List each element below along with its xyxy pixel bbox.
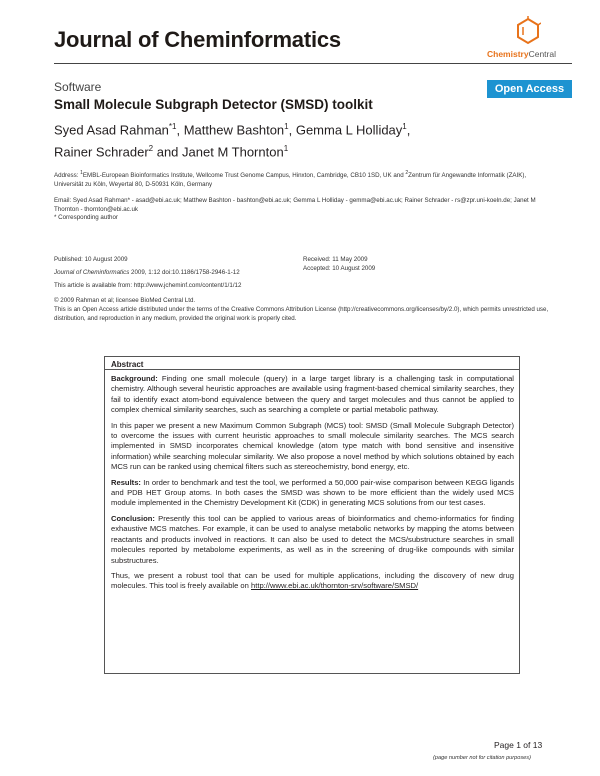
chemistry-central-logo [487, 16, 571, 64]
author-affiliation: 1 [402, 122, 407, 131]
logo-chemistry: Chemistry [487, 49, 529, 59]
section-label: Results: [111, 477, 141, 487]
author-separator: , [176, 122, 184, 138]
abstract-box [104, 356, 520, 674]
copyright: © 2009 Rahman et al; licensee BioMed Central Ltd. [54, 297, 196, 304]
section-text: Thus, we present a robust tool that can be used for multiple applications, including the discovery of new drug molecules. This tool is freely available on [111, 570, 514, 591]
author-list [54, 117, 524, 162]
author-name: Matthew Bashton [183, 122, 285, 138]
address-label: Address: [54, 172, 81, 180]
citation-details: 2009, 1:12 doi:10.1186/1758-2946-1-12 [129, 269, 240, 276]
section-text: In order to benchmark and test the tool, we performed a 50,000 pair-wise comparison between KEGG ligands and PDB HET Group atoms. In both cases the SMSD was shown to be more efficient than the widely used MCS module implemented in the Chemistry Development Kit (CDK) in generating MCS solutions from our test cases. [111, 477, 514, 508]
author-affiliation: 2 [148, 144, 154, 154]
section-label: Conclusion: [111, 513, 155, 523]
abstract-conclusion [111, 514, 514, 566]
affiliation-marker: 2 [405, 170, 409, 176]
author-name: Syed Asad Rahman [54, 122, 169, 138]
affiliation-text: EMBL-European Bioinformatics Institute, Wellcome Trust Genome Campus, Hinxton, Cambridge, CB10 1SD, UK and [82, 172, 406, 180]
author-name: Janet M Thornton [182, 144, 284, 160]
section-text: Finding one small molecule (query) in a large target library is a challenging task in computational chemistry. Although several heuristic approaches are available using fragment-based chemical similarity searches, they fail to identify exact atom-bond equivalence between the query and target molecules and thus cannot be applied to complex chemical similarity searches, such as searching a complete or partial metabolic pathway. [111, 374, 514, 415]
page-number: Page 1 of 13 [494, 740, 543, 750]
license-text: This is an Open Access article distributed under the terms of the Creative Commons Attribution License (http://creativecommons.org/licenses/by/2.0), which permits unrestricted use, distribution, and reproduction in any medium, provided the original work is properly cited. [54, 306, 549, 322]
article-url[interactable]: This article is available from: http://www.jcheminf.com/content/1/1/12 [54, 282, 242, 289]
citation [54, 268, 240, 277]
abstract-body [111, 374, 514, 597]
abstract-final [111, 571, 514, 592]
author-separator: and [153, 144, 183, 160]
open-access-badge: Open Access [487, 80, 572, 98]
author-affiliation: *1 [168, 122, 177, 131]
author-emails: Email: Syed Asad Rahman* - asad@ebi.ac.uk; Matthew Bashton - bashton@ebi.ac.uk; Gemma L Holliday - gemma@ebi.ac.uk; Rainer Schrader - rs@zpr.uni-koeln.de; Janet M Thornton - thornton@ebi.ac.uk [54, 197, 536, 213]
article-type: Software [54, 80, 102, 94]
abstract-results [111, 478, 514, 509]
affiliation-marker: 1 [80, 170, 83, 176]
accepted-date: Accepted: 10 August 2009 [303, 265, 376, 272]
abstract-rule [105, 369, 519, 370]
logo-central: Central [528, 49, 556, 59]
received-date: Received: 11 May 2009 [303, 256, 368, 263]
section-text: Presently this tool can be applied to various areas of bioinformatics and chemo-informatics for finding exhaustive MCS matches. For example, it can be used to analyse metabolic networks by mapping the atoms between reactants and products involved in reactions. It can also be used to detect the MCS/substructure searches in small molecules reported by metabolome experiments, as well as in the screening of drug-like compounds with similar substructures. [111, 513, 514, 565]
logo-wordmark [487, 49, 556, 59]
journal-title: Journal of Cheminformatics [54, 27, 341, 52]
hexagon-molecule-icon [515, 16, 541, 46]
header-rule [54, 63, 572, 64]
author-affiliation: 1 [283, 144, 289, 154]
published-date: Published: 10 August 2009 [54, 256, 128, 263]
affiliation-text: Zentrum für Angewandte Informatik (ZAIK), Universität zu Köln, Weyertal 80, D-50931 Köln, Germany [54, 172, 527, 189]
abstract-heading: Abstract [111, 360, 144, 369]
abstract-background [111, 374, 514, 416]
author-separator: , [288, 122, 296, 138]
author-name: Rainer Schrader [54, 144, 149, 160]
page-number-note: (page number not for citation purposes) [433, 755, 531, 761]
author-name: Gemma L Holliday [295, 122, 403, 138]
address [54, 169, 554, 189]
section-label: Background: [111, 374, 158, 383]
corresponding-author-note: * Corresponding author [54, 214, 118, 221]
abstract-paragraph: In this paper we present a new Maximum Common Subgraph (MCS) tool: SMSD (Small Molecule Subgraph Detector) to overcome the issues with current heuristic approaches to small molecule similarity searches. The MCS search implemented in SMSD incorporates chemical knowledge (atom type match with bond sensitive and insensitive information) while searching molecular similarity. We also propose a novel method by which solutions obtained by each MCS run can be ranked using chemical filters such as stereochemistry, bond energy, etc. [111, 420, 514, 472]
paper-title: Small Molecule Subgraph Detector (SMSD) toolkit [54, 97, 373, 112]
smsd-download-link[interactable]: http://www.ebi.ac.uk/thornton-srv/software/SMSD/ [251, 581, 419, 591]
author-separator: , [406, 122, 411, 138]
citation-journal: Journal of Cheminformatics [54, 269, 130, 276]
author-affiliation: 1 [284, 122, 289, 131]
